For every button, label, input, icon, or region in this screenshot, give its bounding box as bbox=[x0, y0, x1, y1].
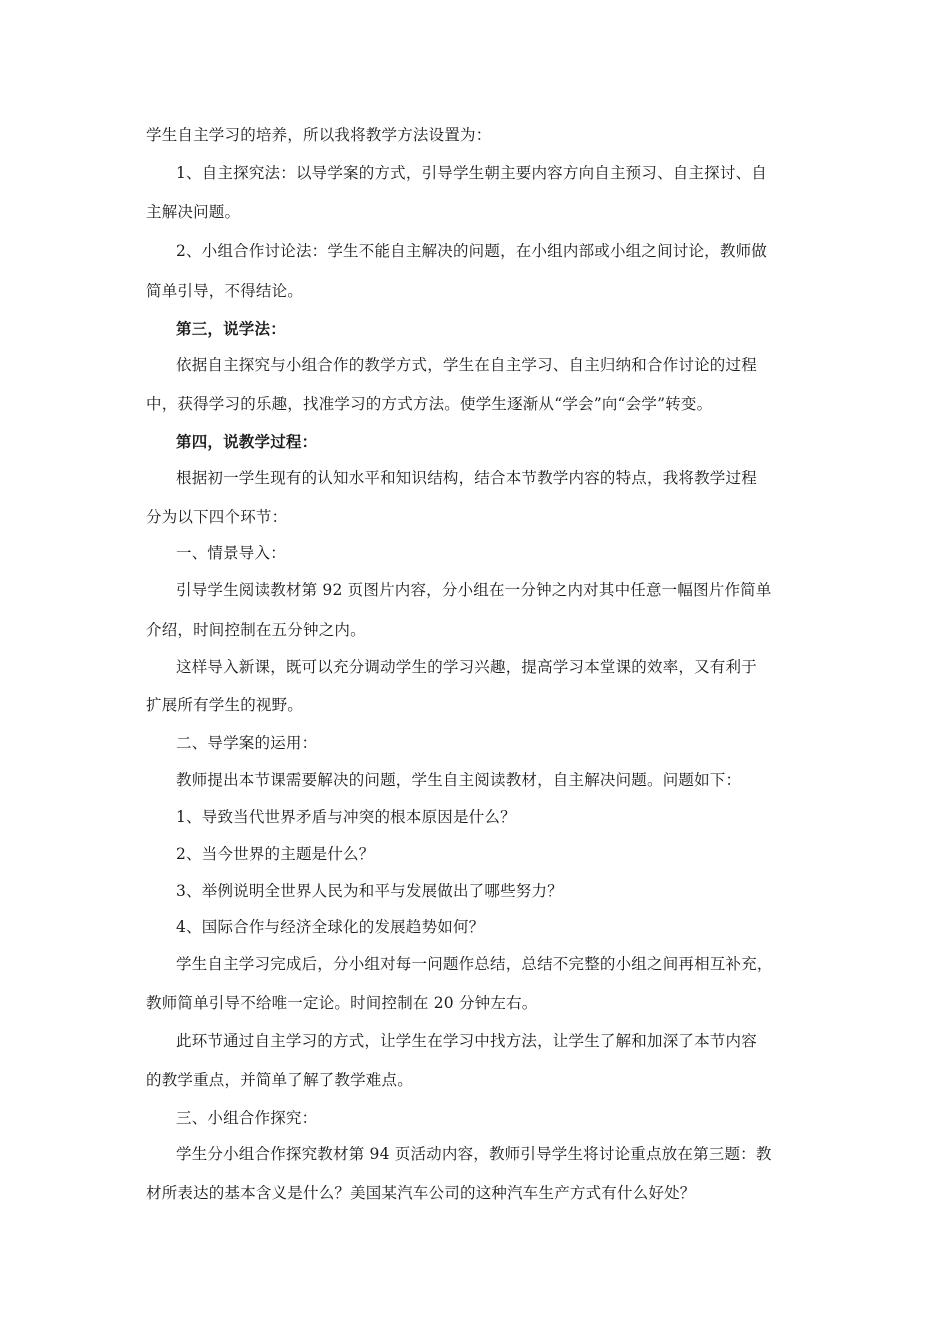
paragraph-line: 2、小组合作讨论法：学生不能自主解决的问题，在小组内部或小组之间讨论，教师做 bbox=[176, 242, 767, 260]
paragraph-line: 教师提出本节课需要解决的问题，学生自主阅读教材，自主解决问题。问题如下： bbox=[176, 771, 742, 789]
paragraph-line: 依据自主探究与小组合作的教学方式，学生在自主学习、自主归纳和合作讨论的过程 bbox=[176, 356, 757, 374]
subsection-heading: 二、导学案的运用： bbox=[176, 734, 318, 752]
paragraph-line: 分为以下四个环节： bbox=[146, 508, 288, 526]
subsection-heading: 三、小组合作探究： bbox=[176, 1109, 318, 1127]
section-heading: 第三，说学法： bbox=[176, 319, 286, 338]
paragraph-line: 引导学生阅读教材第 92 页图片内容，分小组在一分钟之内对其中任意一幅图片作简单 bbox=[176, 581, 772, 599]
paragraph-line: 这样导入新课，既可以充分调动学生的学习兴趣，提高学习本堂课的效率，又有利于 bbox=[176, 658, 757, 676]
paragraph-line: 简单引导，不得结论。 bbox=[146, 282, 304, 300]
paragraph-line: 根据初一学生现有的认知水平和知识结构，结合本节教学内容的特点，我将教学过程 bbox=[176, 469, 757, 487]
question-item: 2、当今世界的主题是什么？ bbox=[176, 845, 375, 863]
paragraph-line: 介绍，时间控制在五分钟之内。 bbox=[146, 621, 366, 639]
paragraph-line: 的教学重点，并简单了解了教学难点。 bbox=[146, 1071, 413, 1089]
paragraph-line: 材所表达的基本含义是什么？美国某汽车公司的这种汽车生产方式有什么好处？ bbox=[146, 1184, 696, 1202]
question-item: 1、导致当代世界矛盾与冲突的根本原因是什么？ bbox=[176, 808, 516, 826]
question-item: 4、国际合作与经济全球化的发展趋势如何？ bbox=[176, 918, 485, 936]
paragraph-line: 学生自主学习完成后，分小组对每一问题作总结，总结不完整的小组之间再相互补充， bbox=[176, 955, 773, 973]
paragraph-line: 1、自主探究法：以导学案的方式，引导学生朝主要内容方向自主预习、自主探讨、自 bbox=[176, 164, 767, 182]
section-heading: 第四，说教学过程： bbox=[176, 432, 318, 451]
question-item: 3、举例说明全世界人民为和平与发展做出了哪些努力？ bbox=[176, 882, 563, 900]
paragraph-line: 扩展所有学生的视野。 bbox=[146, 696, 304, 714]
subsection-heading: 一、情景导入： bbox=[176, 544, 286, 562]
paragraph-line: 此环节通过自主学习的方式，让学生在学习中找方法，让学生了解和加深了本节内容 bbox=[176, 1032, 757, 1050]
paragraph-line: 中，获得学习的乐趣，找准学习的方式方法。使学生逐渐从“学会”向“会学”转变。 bbox=[146, 395, 713, 413]
paragraph-line: 学生分小组合作探究教材第 94 页活动内容，教师引导学生将讨论重点放在第三题：教 bbox=[176, 1145, 772, 1163]
paragraph-line: 主解决问题。 bbox=[146, 203, 241, 221]
paragraph-line: 学生自主学习的培养，所以我将教学方法设置为： bbox=[146, 126, 492, 144]
paragraph-line: 教师简单引导不给唯一定论。时间控制在 20 分钟左右。 bbox=[146, 994, 538, 1012]
